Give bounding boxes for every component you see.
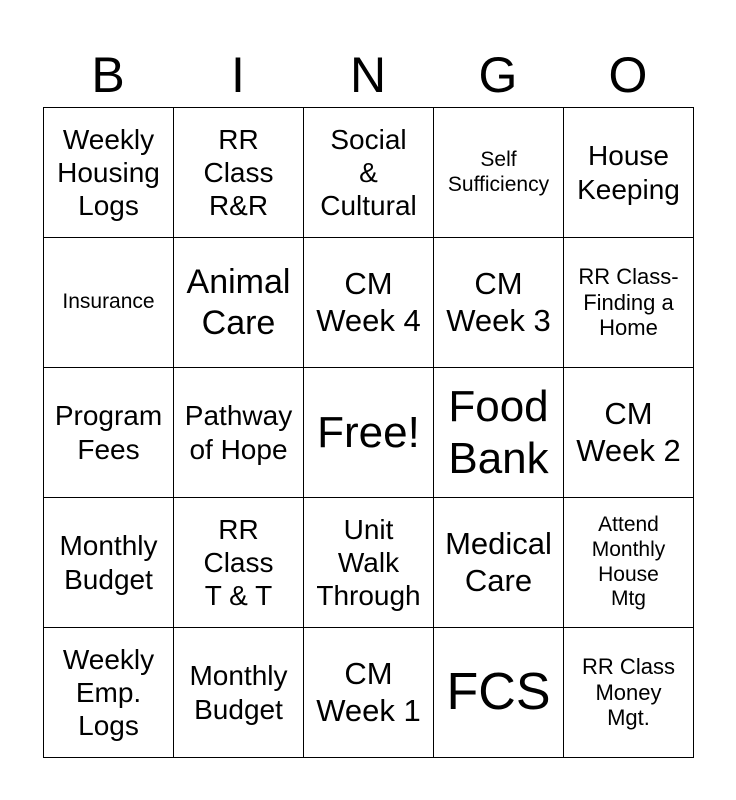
bingo-cell[interactable] [564, 498, 694, 628]
bingo-cell[interactable] [304, 498, 434, 628]
cell-label: FCS [446, 662, 551, 721]
bingo-cell[interactable] [564, 628, 694, 758]
cell-label: House Keeping [577, 140, 680, 205]
cell-label: Monthly Budget [189, 660, 288, 725]
cell-label: RR Class R&R [203, 123, 274, 222]
cell-label: Weekly Housing Logs [57, 123, 160, 222]
bingo-cell[interactable] [564, 238, 694, 368]
cell-label: Social & Cultural [320, 123, 417, 222]
header-letter-b: B [91, 47, 125, 103]
header-letter-o: O [608, 47, 648, 103]
bingo-cell[interactable] [174, 238, 304, 368]
cell-label: Self Sufficiency [447, 147, 550, 196]
bingo-cell[interactable] [564, 368, 694, 498]
cell-label: CM Week 4 [316, 265, 421, 338]
bingo-cell[interactable] [44, 628, 174, 758]
bingo-cell[interactable] [434, 498, 564, 628]
bingo-cell[interactable] [304, 108, 434, 238]
bingo-cell[interactable] [44, 108, 174, 238]
bingo-cell[interactable] [434, 368, 564, 498]
bingo-cell[interactable] [434, 628, 564, 758]
bingo-cell[interactable] [44, 368, 174, 498]
cell-label: CM Week 2 [576, 395, 681, 468]
cell-label: Attend Monthly House Mtg [591, 512, 666, 611]
bingo-cell[interactable] [174, 498, 304, 628]
header-letter-g: G [478, 47, 518, 103]
cell-label: Food Bank [448, 381, 549, 483]
board-row [44, 628, 694, 758]
header-letter-i: I [231, 47, 245, 103]
cell-label: CM Week 1 [316, 655, 421, 728]
bingo-cell[interactable] [304, 238, 434, 368]
cell-label: Medical Care [445, 525, 552, 598]
cell-label: Free! [317, 407, 420, 457]
cell-label: Weekly Emp. Logs [62, 643, 155, 742]
bingo-cell[interactable] [44, 498, 174, 628]
bingo-board [43, 107, 694, 758]
cell-label: Unit Walk Through [316, 513, 421, 612]
bingo-cell[interactable] [564, 108, 694, 238]
bingo-cell[interactable] [44, 238, 174, 368]
cell-label: Animal Care [186, 263, 291, 342]
board-row [44, 368, 694, 498]
cell-label: Pathway of Hope [184, 400, 293, 465]
cell-label: RR Class- Finding a Home [578, 263, 679, 341]
board-row [44, 238, 694, 368]
bingo-cell[interactable] [174, 108, 304, 238]
board-row [44, 108, 694, 238]
bingo-cell[interactable] [304, 628, 434, 758]
cell-label: Monthly Budget [59, 530, 158, 595]
cell-label: RR Class Money Mgt. [582, 653, 675, 731]
cell-label: Insurance [62, 290, 155, 314]
board-row [44, 498, 694, 628]
cell-label: Program Fees [54, 400, 163, 465]
cell-label: RR Class T & T [203, 513, 274, 612]
bingo-cell[interactable] [174, 368, 304, 498]
free-space-cell[interactable] [304, 368, 434, 498]
cell-label: CM Week 3 [446, 265, 551, 338]
bingo-header [43, 44, 693, 106]
bingo-cell[interactable] [434, 108, 564, 238]
bingo-cell[interactable] [174, 628, 304, 758]
bingo-cell[interactable] [434, 238, 564, 368]
header-letter-n: N [349, 47, 387, 103]
